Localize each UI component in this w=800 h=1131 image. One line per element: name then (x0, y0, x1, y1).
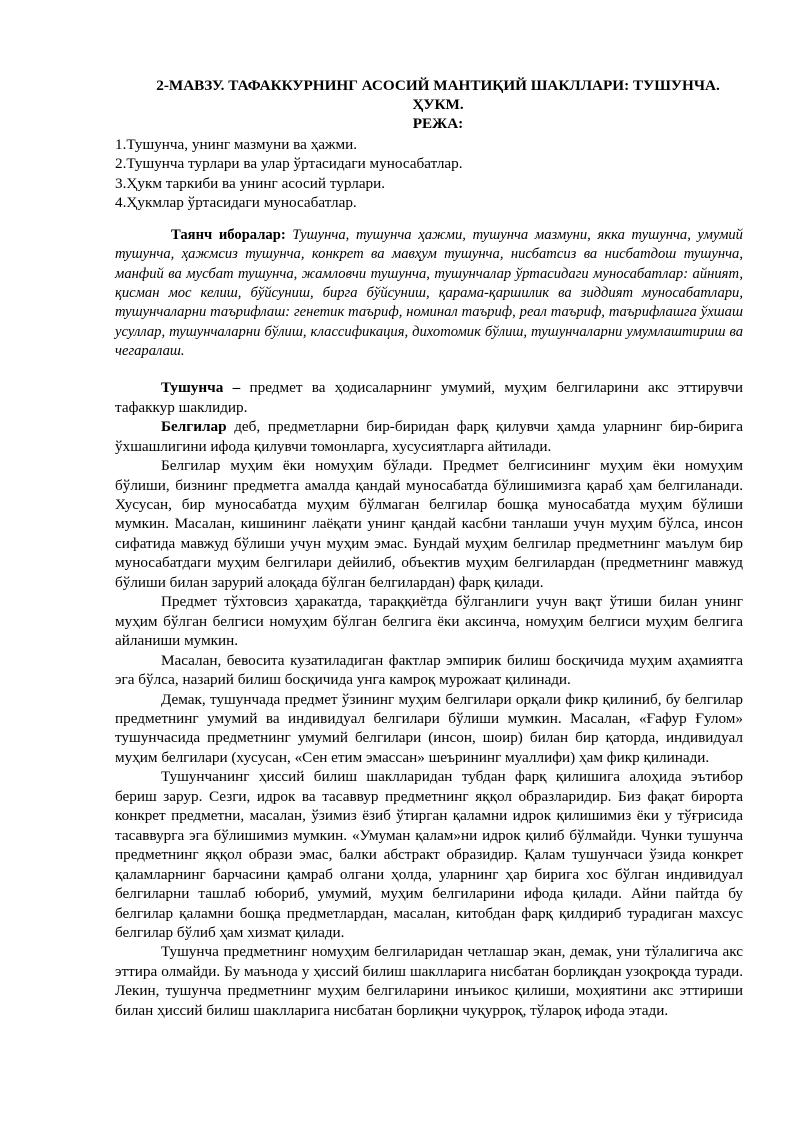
paragraph: Масалан, бевосита кузатиладиган фактлар эмпирик билиш босқичида муҳим аҳамиятга эга бўлса, назарий билиш босқичида унга камроқ мурожаат қилинади. (115, 651, 743, 689)
definition-concept-text: предмет ва ҳодисаларнинг умумий, муҳим белгиларини акс эттирувчи тафаккур шаклидир. (115, 379, 744, 416)
plan-item: 4.Ҳукмлар ўртасидаги муносабатлар. (115, 193, 357, 211)
paragraph: Тушунчанинг ҳиссий билиш шаклларидан тубдан фарқ қилишига алоҳида эътибор бериш зарур. Сезги, идрок ва тасаввур предметнинг яққол образларидир. Биз фақат бирорта конкрет предметни, масалан, ўзимиз ёзиб ўтирган қаламни идрок қилишимиз ёки у тўғрисида тасаввурга эга бўлишимиз мумкин. «Умуман қалам»ни идрок қилиб бўлмайди. Чунки тушунча предметнинг яққол образи эмас, балки абстракт образидир. Қалам тушунчаси ўзида конкрет қаламларнинг барчасини қамраб олгани ҳолда, уларнинг ҳар бирига хос бўлган индивидуал белгиларни ташлаб юбориб, умумий, муҳим белгиларини ифода қилади. Айни пайтда бу белгилар қаламни бошқа предметлардан, масалан, китобдан фарқ қилдириб турадиган махсус белгилар бўлиб ҳам хизмат қилади. (115, 768, 743, 941)
paragraph-features-definition (115, 417, 743, 456)
plan-heading: РЕЖА: (412, 115, 464, 132)
keywords-paragraph (115, 226, 743, 361)
title-line-1: 2-МАВЗУ. ТАФАККУРНИНГ АСОСИЙ МАНТИҚИЙ ШАКЛЛАРИ: ТУШУНЧА. (156, 77, 720, 94)
keywords-label: Таянч иборалар: (171, 227, 286, 244)
document-body (115, 378, 743, 1020)
paragraph: Белгилар муҳим ёки номуҳим бўлади. Предмет белгисининг муҳим ёки номуҳим бўлиши, бизнинг предметга амалда қандай муносабатда бўлишимизга қараб ҳам белгиланади. Хусусан, бир муносабатда муҳим бўлмаган белгилар бошқа муносабатда муҳим бўлиши мумкин. Масалан, кишининг лаёқати унинг қандай касбни танлаши учун муҳим бўлса, инсон сифатида мавжуд бўлиши учун муҳим эмас. Бундай муҳим белгилар предметнинг маълум бир муносабатдаги муҳим белгилари дейилиб, объектив муҳим белгилардан (предметнинг мавжуд бўлиши билан зарурий алоқада бўлган белгилардан) фарқ қилади. (115, 457, 743, 591)
title-line-2: ҲУКМ. (412, 96, 464, 113)
plan-item: 1.Тушунча, унинг мазмуни ва ҳажми. (115, 136, 358, 153)
paragraph: Предмет тўхтовсиз ҳаракатда, тараққиётда бўлганлиги учун вақт ўтиши билан унинг муҳим бўлган белгиси номуҳим бўлган белгига ёки аксинча, номуҳим белгиси муҳим белгига айланиши мумкин. (115, 593, 743, 650)
paragraph: Демак, тушунчада предмет ўзининг муҳим белгилари орқали фикр қилиниб, бу белгилар предметнинг умумий ва индивидуал белгилари бўлиши мумкин. Масалан, «Ғафур Ғулом» тушунчасида предметнинг умумий белгилари (инсон, шоир) билан бир қаторда, индивидуал муҳим белгилари (хусусан, «Сен етим эмассан» шеърининг муаллифи) ҳам фикр қилинади. (115, 690, 743, 766)
page-title (133, 76, 743, 133)
paragraph-definition (115, 378, 743, 417)
document-page (115, 76, 743, 1020)
keywords-text: Тушунча, тушунча ҳажми, тушунча мазмуни, якка тушунча, умумий тушунча, ҳажмсиз тушунча, конкрет ва мавҳум тушунча, нисбатсиз ва нисбатдош тушунча, манфий ва мусбат тушунча, жамловчи тушунча, тушунчалар ўртасидаги муносабатлар: айният, қисман мос келиш, бўйсуниш, бирга бўйсуниш, қарама-қаршилик ва зиддият муносабатлари, тушунчаларни таърифлаш: генетик таъриф, номинал таъриф, реал таъриф, таърифлашга ўхшаш усуллар, тушунчаларни бўлиш, классификация, дихотомик бўлиш, тушунчаларни умумлаштириш ва чегаралаш. (115, 227, 743, 359)
plan-item: 3.Ҳукм таркиби ва унинг асосий турлари. (115, 174, 386, 192)
definition-features-text: деб, предметларни бир-биридан фарқ қилувчи ҳамда уларнинг бир-бирига ўхшашлигини ифода қилувчи томонларга, хусусиятларга айтилади. (115, 418, 743, 455)
paragraph: Тушунча предметнинг номуҳим белгиларидан четлашар экан, демак, уни тўлалигича акс эттира олмайди. Бу маънода у ҳиссий билиш шаклларига нисбатан борлиқдан узоқроқда туради. Лекин, тушунча предметнинг муҳим белгиларини инъикос қилиши, моҳиятини акс эттириши билан ҳиссий билиш шаклларига нисбатан борлиқни чуқурроқ, тўлароқ ифода этади. (115, 943, 743, 1019)
plan-item: 2.Тушунча турлари ва улар ўртасидаги муносабатлар. (115, 155, 463, 173)
term-concept: Тушунча – (161, 379, 241, 397)
term-features: Белгилар (161, 418, 227, 436)
plan-list (115, 135, 743, 212)
